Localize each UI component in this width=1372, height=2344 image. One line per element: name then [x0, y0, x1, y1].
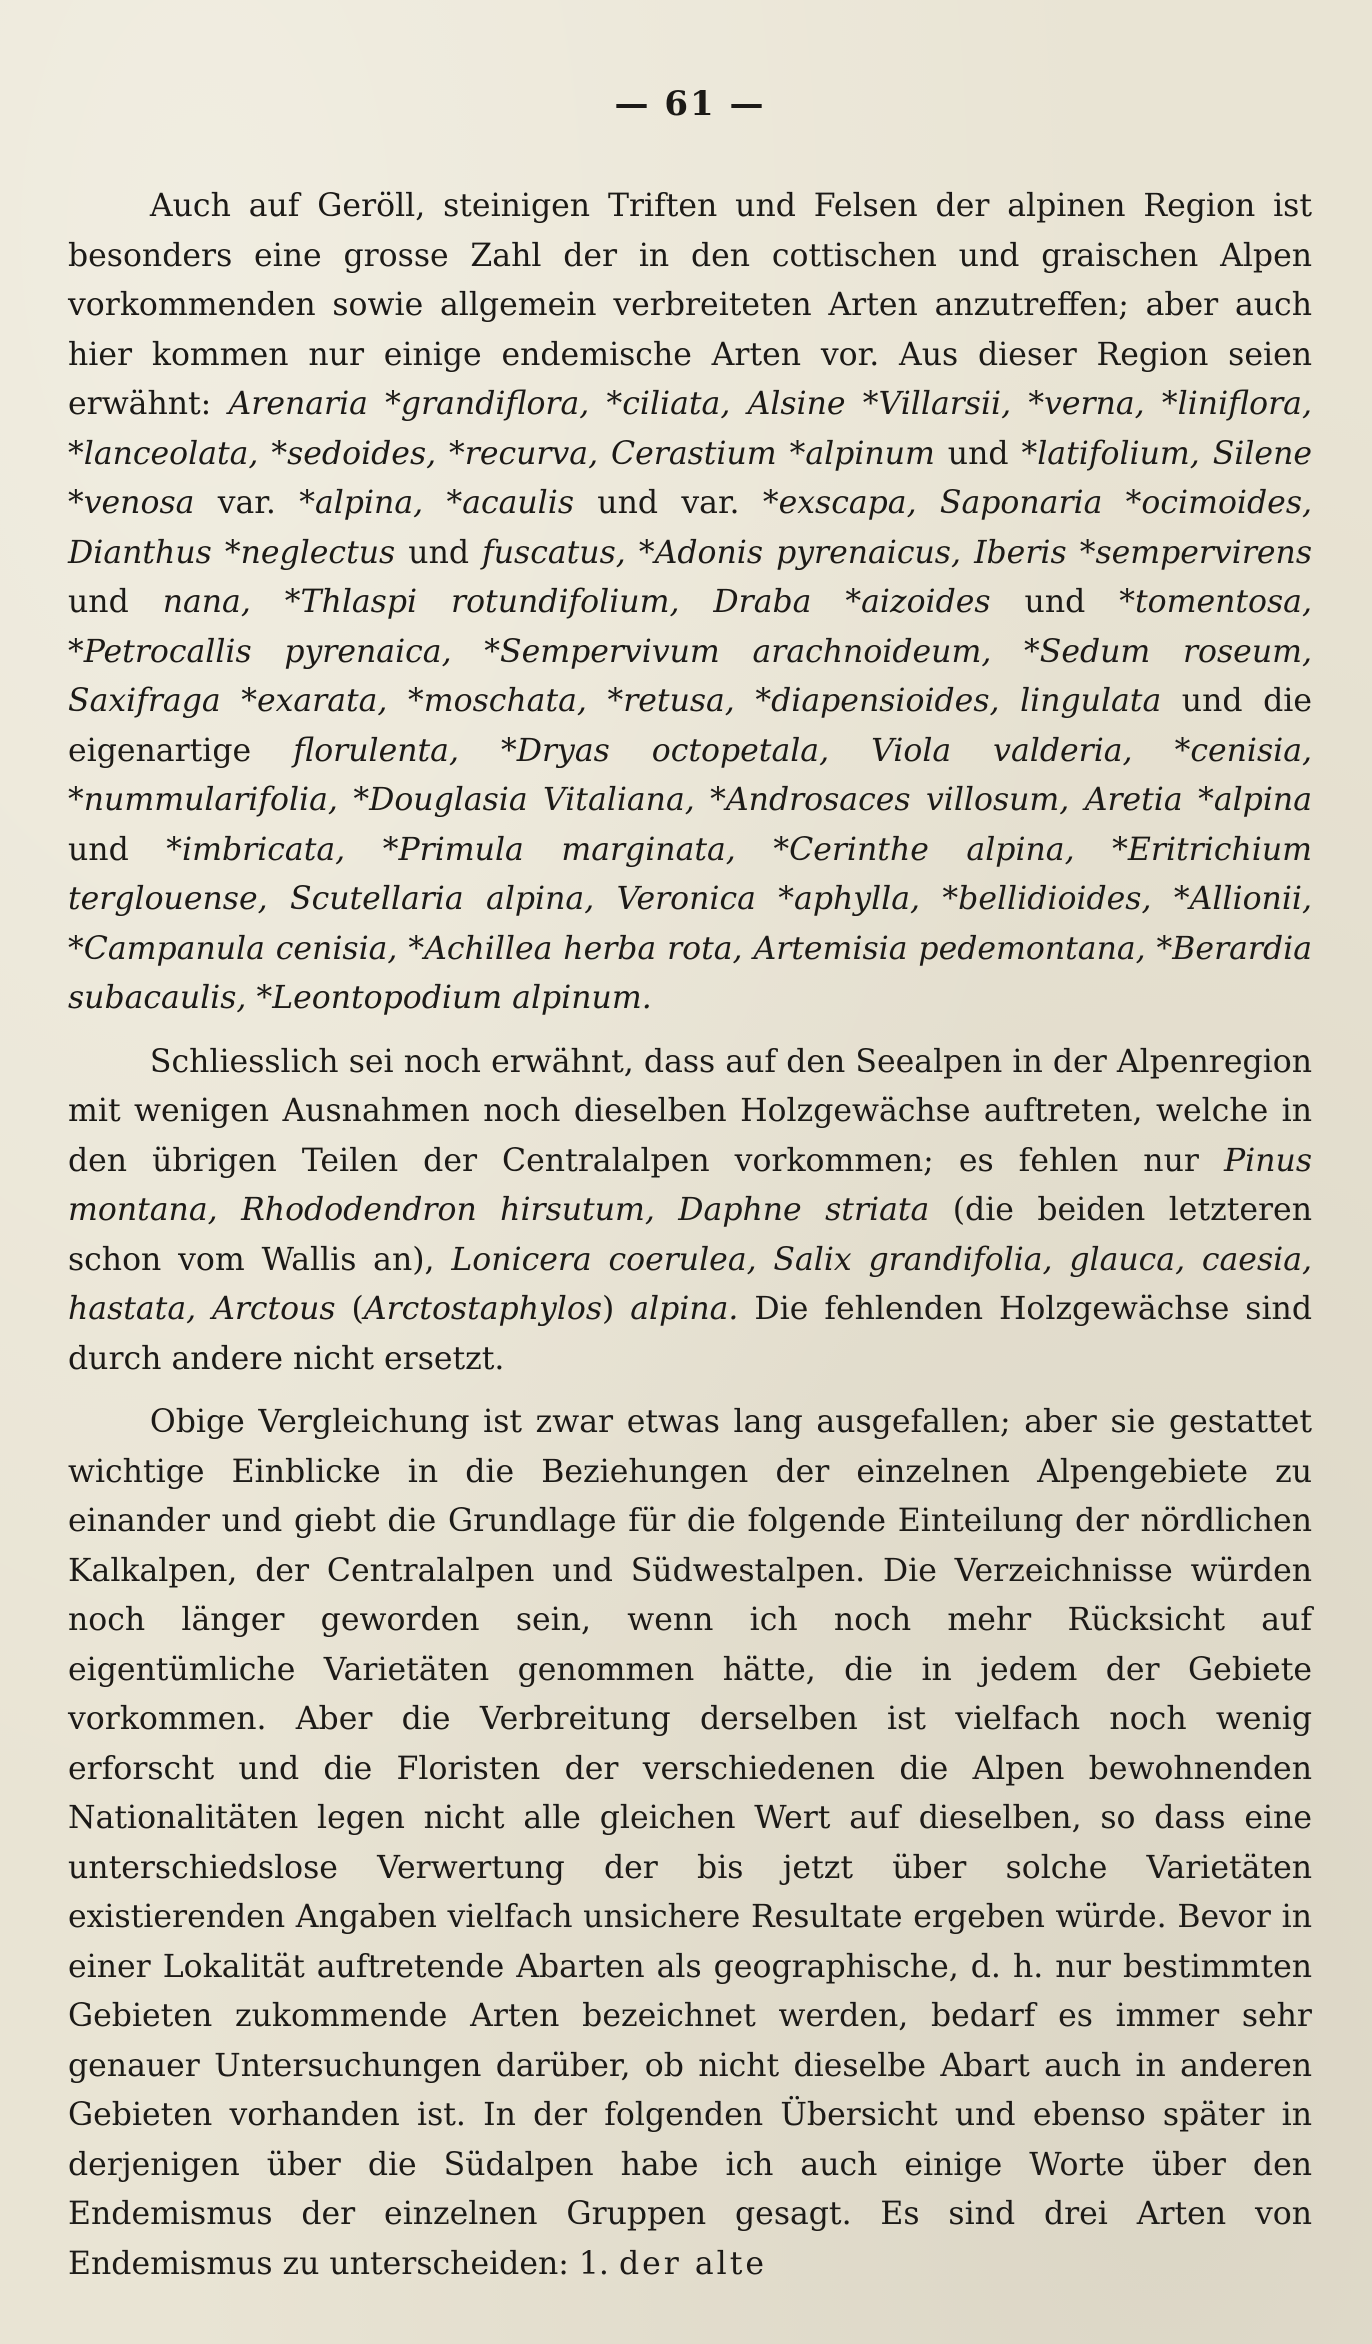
- species-list: fuscatus, *Adonis pyrenaicus, Iberis *sempervirens: [482, 534, 1313, 571]
- text-run: (: [335, 1291, 364, 1327]
- species-list: alpina.: [630, 1291, 739, 1327]
- text-run: Obige Vergleichung ist zwar etwas lang ausgefallen; aber sie gestattet wichtige Einblicke in die Beziehungen der einzelnen Alpengebiete zu einander und giebt die Grundlage für die folgende Einteilung der nördlichen Kalkalpen, der Centralalpen und Südwestalpen. Die Verzeichnisse würden noch länger geworden sein, wenn ich noch mehr Rücksicht auf eigentümliche Varietäten genommen hätte, die in jedem der Gebiete vorkommen. Aber die Verbreitung derselben ist vielfach noch wenig erforscht und die Floristen der verschiedenen die Alpen bewohnenden Nationalitäten legen nicht alle gleichen Wert auf dieselben, so dass eine unterschiedslose Verwertung der bis jetzt über solche Varietäten existierenden Angaben vielfach unsichere Resultate ergeben würde. Bevor in einer Lokalität auftretende Abarten als geographische, d. h. nur bestimmten Gebieten zukommende Arten bezeichnet werden, bedarf es immer sehr genauer Untersuchungen darüber, ob nicht dieselbe Abart auch in anderen Gebieten vorhanden ist. In der folgenden Übersicht und ebenso später in derjenigen über die Südalpen habe ich auch einige Worte über den Endemismus der einzelnen Gruppen gesagt. Es sind drei Arten von Endemismus zu unterscheiden: 1.: [68, 1404, 1312, 2282]
- species-list: *alpina, *acaulis: [299, 485, 574, 521]
- text-run: Die fehlenden Holzgewächse sind durch andere nicht ersetzt.: [68, 1291, 1312, 1377]
- text-run: und: [395, 534, 483, 571]
- paragraph-comparison: [68, 1398, 1312, 2289]
- species-list: nana, *Thlaspi rotundifolium, Draba *aizoides: [162, 584, 991, 620]
- species-list: Pinus montana, Rhododendron hirsutum, Daphne striata: [68, 1142, 1312, 1228]
- text-run: und: [68, 584, 163, 620]
- text-run: var.: [194, 485, 300, 521]
- text-run: (die beiden letzteren schon vom Wallis an),: [68, 1192, 1312, 1278]
- spaced-emphasis: der alte: [618, 2245, 767, 2282]
- text-run: und: [934, 435, 1022, 472]
- species-list: *exscapa, Saponaria *ocimoides, Dianthus *neglectus: [68, 485, 1312, 571]
- species-list: florulenta, *Dryas octopetala, Viola valderia, *cenisia, *nummularifolia, *Douglasia Vitaliana, *Androsaces villosum, Aretia *alpina: [68, 732, 1312, 818]
- text-run: und var.: [574, 485, 763, 521]
- text-run: Auch auf Geröll, steinigen Triften und Felsen der alpinen Region ist besonders eine grosse Zahl der in den cottischen und graischen Alpen vorkommenden sowie allgemein verbreiteten Arten anzutreffen; aber auch hier kommen nur einige endemische Arten vor. Aus dieser Region seien erwähnt:: [68, 188, 1312, 422]
- text-run: und die eigenartige: [68, 683, 1312, 769]
- text-run: und: [68, 831, 167, 868]
- text-run: Schliesslich sei noch erwähnt, dass auf den Seealpen in der Alpenregion mit wenigen Ausnahmen noch dieselben Holzgewächse auftreten, welche in den übrigen Teilen der Centralalpen vorkommen; es fehlen nur: [68, 1043, 1312, 1179]
- paragraph-woody-plants: [68, 1038, 1312, 1385]
- species-list: Lonicera coerulea, Salix grandifolia, glauca, caesia, hastata, Arctous: [68, 1241, 1312, 1327]
- text-run: und: [990, 584, 1120, 620]
- paragraph-alpine-species: [68, 182, 1312, 1024]
- species-list: Arctostaphylos: [363, 1291, 602, 1327]
- species-list: Arenaria *grandiflora, *ciliata, Alsine *Villarsii, *verna, *liniflora, *lanceolata, *sedoides, *recurva, Cerastium *alpinum: [68, 386, 1312, 472]
- page-number: — 61 —: [614, 84, 766, 124]
- species-list: *imbricata, *Primula marginata, *Cerinthe alpina, *Eritrichium terglouense, Scutellaria alpina, Veronica *aphylla, *bellidioides, *Allionii, *Campanula cenisia, *Achillea herba rota, Artemisia pedemontana, *Berardia subacaulis, *Leontopodium alpinum.: [68, 831, 1312, 1016]
- species-list: *tomentosa, *Petrocallis pyrenaica, *Sempervivum arachnoideum, *Sedum roseum, Saxifraga *exarata, *moschata, *retusa, *diapensioides, lingulata: [68, 584, 1312, 719]
- species-list: *latifolium, Silene *venosa: [68, 435, 1312, 521]
- text-run: ): [602, 1291, 631, 1327]
